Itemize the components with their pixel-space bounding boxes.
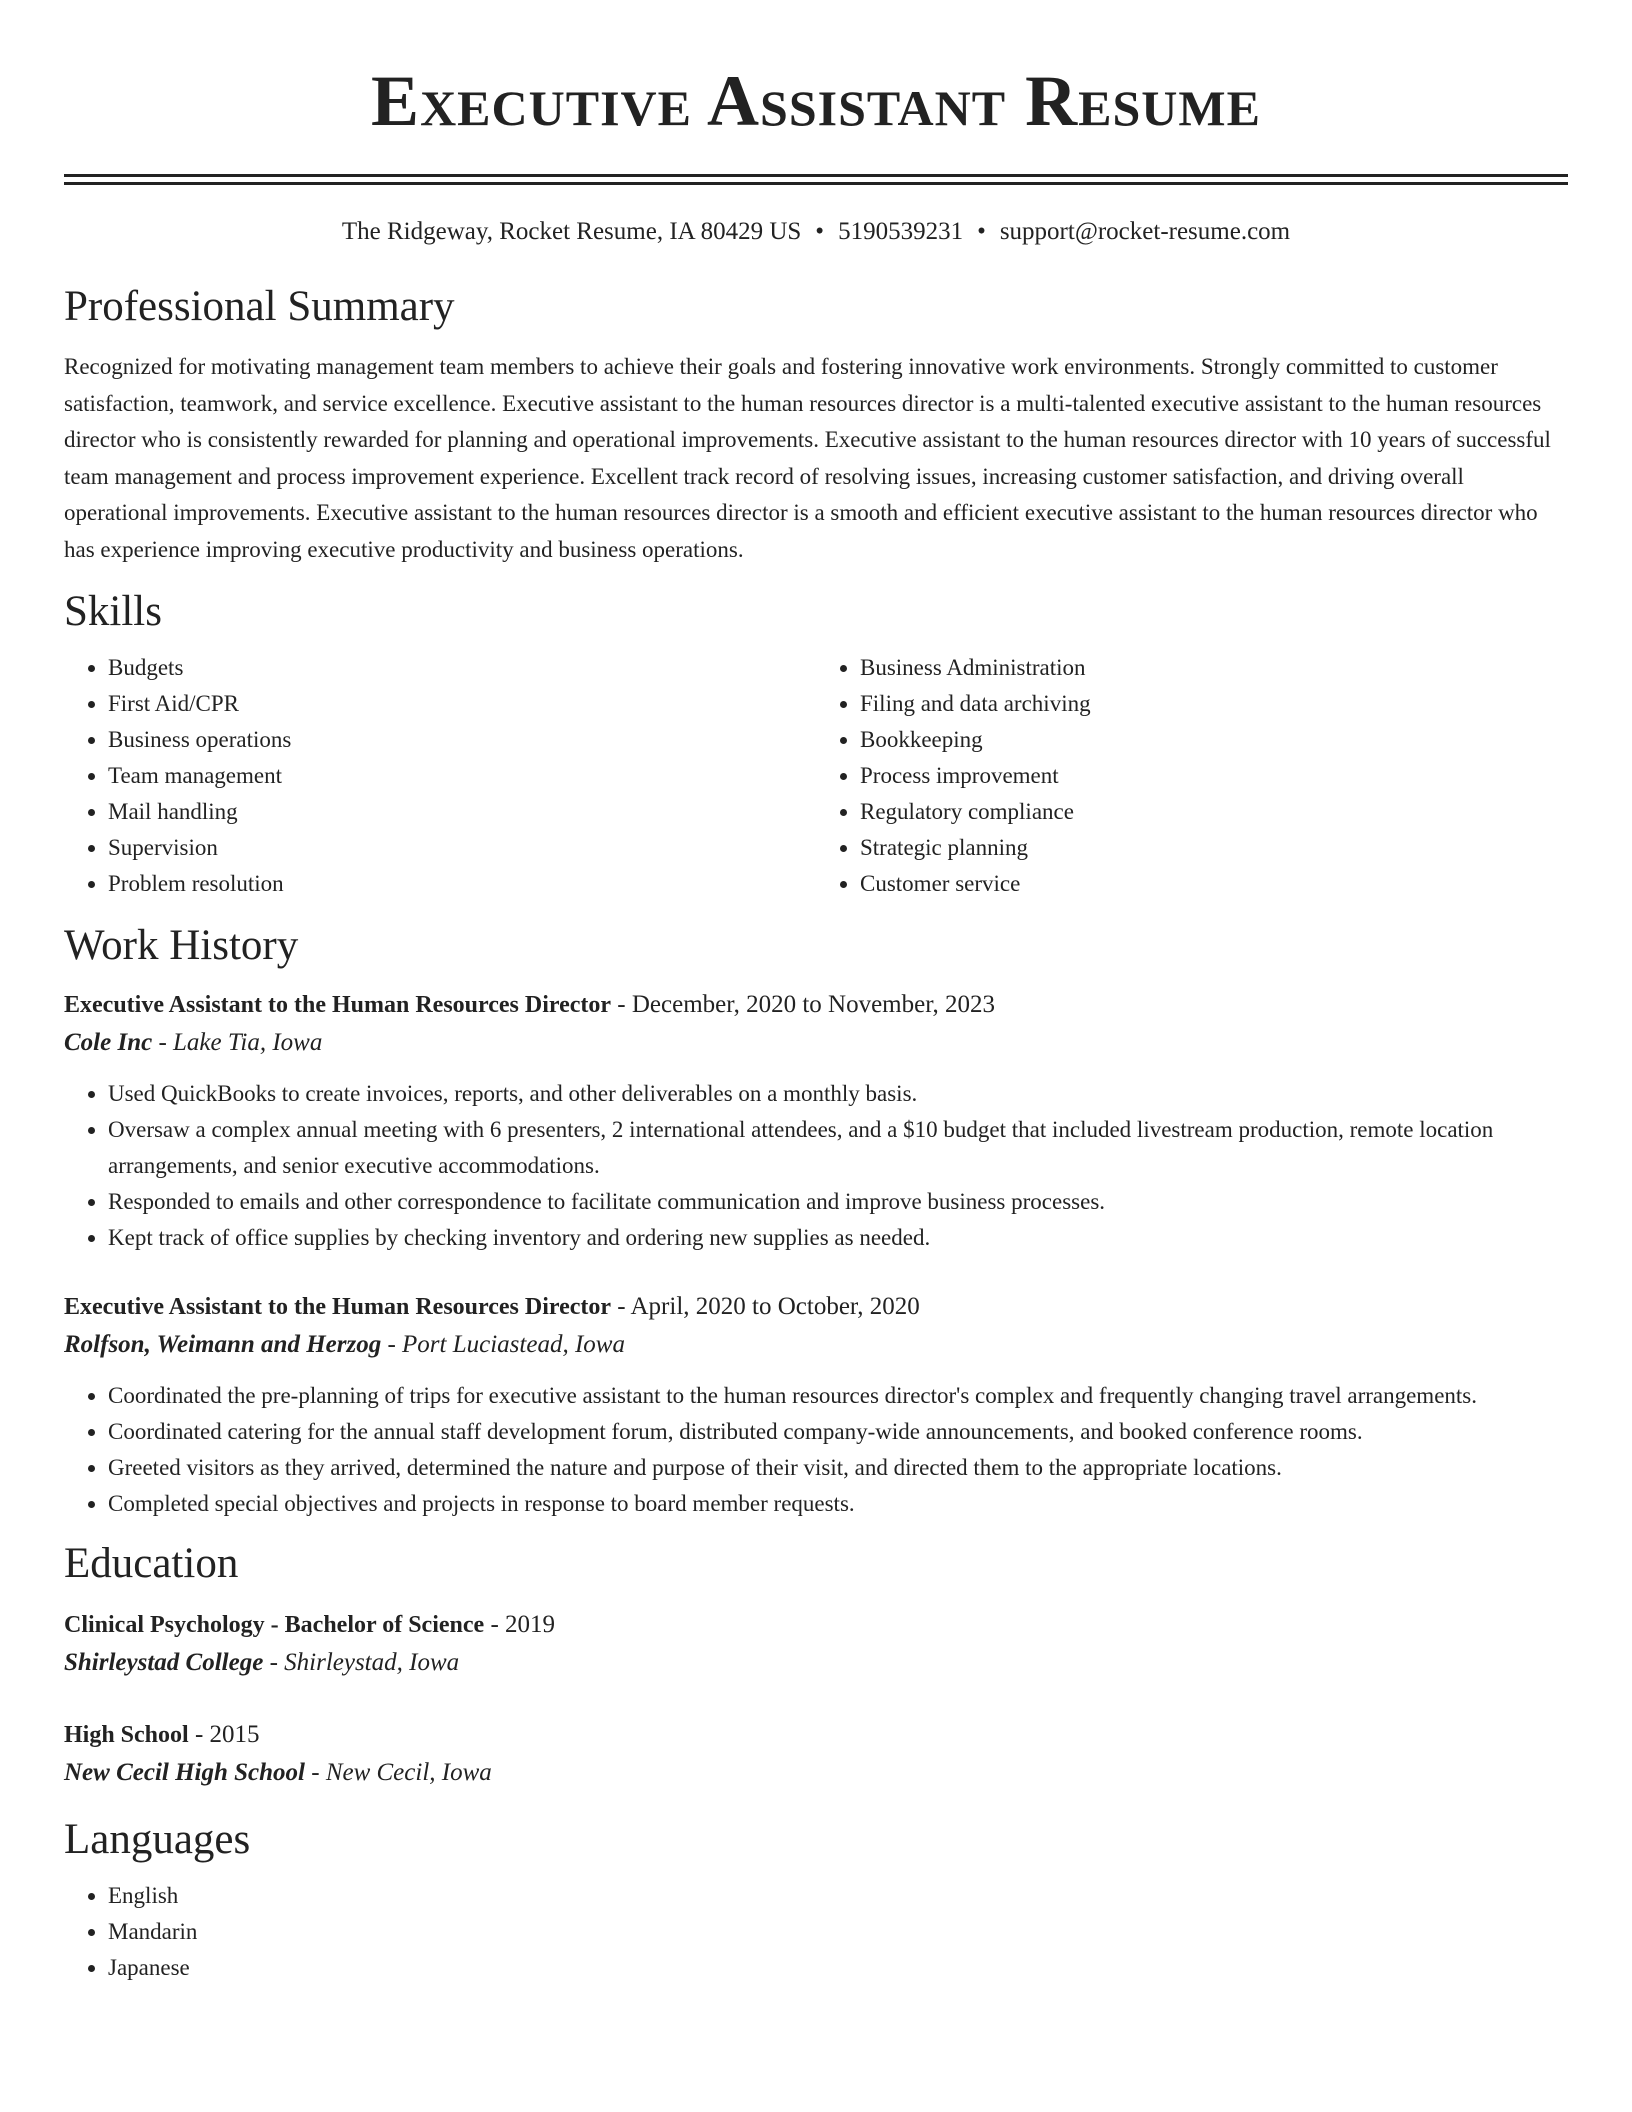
skill-item: • Problem resolution [108, 866, 816, 902]
contact-address: The Ridgeway, Rocket Resume, IA 80429 US [341, 218, 802, 245]
job-bullet: • Used QuickBooks to create invoices, reports, and other deliverables on a monthly basis. [108, 1076, 1568, 1112]
job-dates: April, 2020 to October, 2020 [630, 1293, 920, 1320]
resume-title: Executive Assistant Resume [371, 61, 1261, 141]
languages-list [64, 1878, 1568, 1986]
skills-list [64, 650, 1568, 902]
education-school: Shirleystad College [64, 1649, 264, 1676]
job-bullet: • Oversaw a complex annual meeting with 6 presenters, 2 international attendees, and a $10 budget that included livestream production, remote location arrangements, and senior executive accommodations. [108, 1112, 1568, 1184]
contact-phone: 5190539231 [838, 218, 964, 245]
skill-item: • Bookkeeping [860, 722, 1568, 758]
education-year: 2015 [209, 1721, 260, 1748]
skills-column-right [816, 650, 1568, 902]
education-entry [64, 1716, 1568, 1792]
job-company: Cole Inc [64, 1029, 153, 1056]
job-entry [64, 986, 1568, 1256]
job-company-line: Rolfson, Weimann and Herzog - Port Luciastead, Iowa [64, 1331, 625, 1358]
job-location: Port Luciastead, Iowa [402, 1331, 625, 1358]
language-item: • Japanese [108, 1950, 1568, 1986]
contact-email: support@rocket-resume.com [999, 218, 1291, 245]
skill-item: • Customer service [860, 866, 1568, 902]
education-degree: Clinical Psychology - Bachelor of Science [64, 1612, 485, 1638]
contact-line [64, 215, 1568, 249]
job-title: Executive Assistant to the Human Resources Director [64, 992, 612, 1018]
job-header: Executive Assistant to the Human Resources Director - December, 2020 to November, 2023 [64, 991, 996, 1018]
summary-text: Recognized for motivating management team members to achieve their goals and fostering innovative work environments. Strongly committed to customer satisfaction, teamwork, and service excellence. Executive assistant to the human resources director is a multi-talented executive assistant to the human resources director who is consistently rewarded for planning and operational improvements. Executive assistant to the human resources director with 10 years of successful team management and process improvement experience. Excellent track record of resolving issues, increasing customer satisfaction, and driving overall operational improvements. Executive assistant to the human resources director is a smooth and efficient executive assistant to the human resources director who has experience improving executive productivity and business operations. [64, 354, 1551, 562]
education-school-line: New Cecil High School - New Cecil, Iowa [64, 1759, 492, 1786]
contact-separator: • [815, 218, 825, 245]
job-header: Executive Assistant to the Human Resources Director - April, 2020 to October, 2020 [64, 1293, 920, 1320]
language-item: • Mandarin [108, 1914, 1568, 1950]
job-dates: December, 2020 to November, 2023 [631, 991, 996, 1018]
skill-item: • Business operations [108, 722, 816, 758]
skill-item: • First Aid/CPR [108, 686, 816, 722]
job-bullet: • Responded to emails and other correspondence to facilitate communication and improve business processes. [108, 1184, 1568, 1220]
language-item: • English [108, 1878, 1568, 1914]
skill-item: • Budgets [108, 650, 816, 686]
job-bullet: • Coordinated the pre-planning of trips for executive assistant to the human resources director's complex and frequently changing travel arrangements. [108, 1378, 1568, 1414]
contact-separator: • [977, 218, 986, 245]
languages-heading: Languages [64, 1816, 251, 1863]
job-bullet: • Coordinated catering for the annual staff development forum, distributed company-wide announcements, and booked conference rooms. [108, 1414, 1568, 1450]
job-bullet: • Completed special objectives and projects in response to board member requests. [108, 1486, 1568, 1522]
summary-heading: Professional Summary [64, 283, 455, 330]
education-entry [64, 1606, 1568, 1682]
education-location: New Cecil, Iowa [325, 1759, 492, 1786]
skills-heading: Skills [64, 588, 162, 635]
job-bullet: • Kept track of office supplies by checking inventory and ordering new supplies as needed. [108, 1220, 1568, 1256]
skill-item: • Team management [108, 758, 816, 794]
education-degree-line: Clinical Psychology - Bachelor of Science - 2019 [64, 1611, 556, 1638]
job-entry [64, 1288, 1568, 1522]
education-year: 2019 [505, 1611, 556, 1638]
education-degree-line: High School - 2015 [64, 1721, 260, 1748]
education-location: Shirleystad, Iowa [284, 1649, 460, 1676]
skill-item: • Supervision [108, 830, 816, 866]
job-company-line: Cole Inc - Lake Tia, Iowa [64, 1029, 323, 1056]
job-title: Executive Assistant to the Human Resources Director [64, 1294, 612, 1320]
skill-item: • Filing and data archiving [860, 686, 1568, 722]
work-history-heading: Work History [64, 922, 299, 969]
skill-item: • Strategic planning [860, 830, 1568, 866]
title-divider [64, 174, 1568, 185]
education-school: New Cecil High School [64, 1759, 305, 1786]
education-degree: High School [64, 1722, 189, 1748]
job-bullets [64, 1378, 1568, 1522]
skill-item: • Business Administration [860, 650, 1568, 686]
education-school-line: Shirleystad College - Shirleystad, Iowa [64, 1649, 460, 1676]
job-company: Rolfson, Weimann and Herzog [64, 1331, 382, 1358]
job-bullet: • Greeted visitors as they arrived, determined the nature and purpose of their visit, and directed them to the appropriate locations. [108, 1450, 1568, 1486]
skill-item: • Process improvement [860, 758, 1568, 794]
education-heading: Education [64, 1540, 239, 1587]
skill-item: • Regulatory compliance [860, 794, 1568, 830]
skills-column-left [64, 650, 816, 902]
job-location: Lake Tia, Iowa [173, 1029, 323, 1056]
skill-item: • Mail handling [108, 794, 816, 830]
job-bullets [64, 1076, 1568, 1256]
